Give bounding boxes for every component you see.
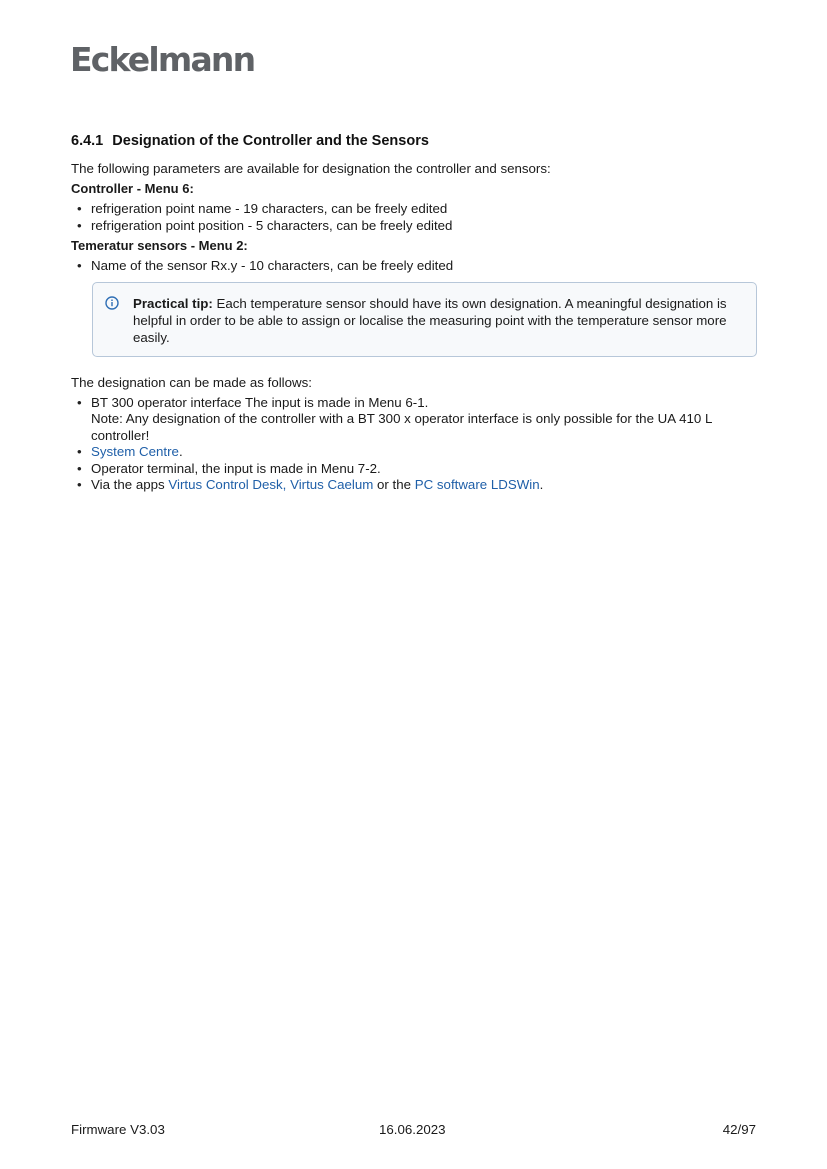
designation-list — [71, 395, 757, 494]
designation-intro: The designation can be made as follows: — [71, 374, 312, 390]
item-text: Via the apps — [91, 477, 169, 492]
section-heading — [71, 133, 757, 149]
list-item: • refrigeration point name - 19 characters, can be freely edited — [71, 201, 757, 218]
tip-label: Practical tip: — [133, 295, 213, 311]
sensors-list — [71, 258, 757, 275]
item-note: Note: Any designation of the controller with a BT 300 x operator interface is only possible for the UA 410 L controller! — [91, 411, 712, 443]
list-item: • refrigeration point position - 5 characters, can be freely edited — [71, 218, 757, 235]
practical-tip-box — [92, 282, 757, 357]
list-item: • Operator terminal, the input is made in Menu 7-2. — [71, 461, 757, 478]
footer-page-number: 42/97 — [722, 1122, 756, 1137]
controller-list — [71, 201, 757, 234]
section-title: Designation of the Controller and the Sensors — [112, 133, 429, 149]
page-content — [71, 133, 757, 498]
info-icon — [105, 296, 119, 310]
item-text: . — [178, 444, 183, 459]
item-text: . — [539, 477, 544, 492]
system-centre-link[interactable]: System Centre — [91, 444, 179, 459]
brand-logo: Eckelmann — [70, 40, 255, 79]
controller-heading: Controller - Menu 6: — [71, 181, 194, 196]
list-item — [71, 395, 757, 445]
sensors-heading: Temeratur sensors - Menu 2: — [71, 238, 248, 253]
intro-text: The following parameters are available for designation the controller and sensors: — [71, 161, 551, 176]
virtus-apps-link[interactable]: Virtus Control Desk, Virtus Caelum — [168, 477, 374, 492]
footer-firmware: Firmware V3.03 — [71, 1122, 165, 1137]
tip-text: Each temperature sensor should have its own designation. A meaningful designation is helpful in order to be able to assign or localise the measuring point with the temperature sensor more easily. — [133, 295, 727, 345]
footer-date: 16.06.2023 — [379, 1122, 446, 1137]
list-item: • Name of the sensor Rx.y - 10 characters, can be freely edited — [71, 258, 757, 275]
ldswin-link[interactable]: PC software LDSWin — [414, 477, 540, 492]
item-text: BT 300 operator interface The input is made in Menu 6-1. — [91, 394, 429, 410]
page-footer — [71, 1122, 757, 1140]
section-number: 6.4.1 — [71, 133, 104, 149]
item-text: or the — [373, 477, 415, 492]
list-item — [71, 477, 757, 494]
list-item — [71, 444, 757, 461]
